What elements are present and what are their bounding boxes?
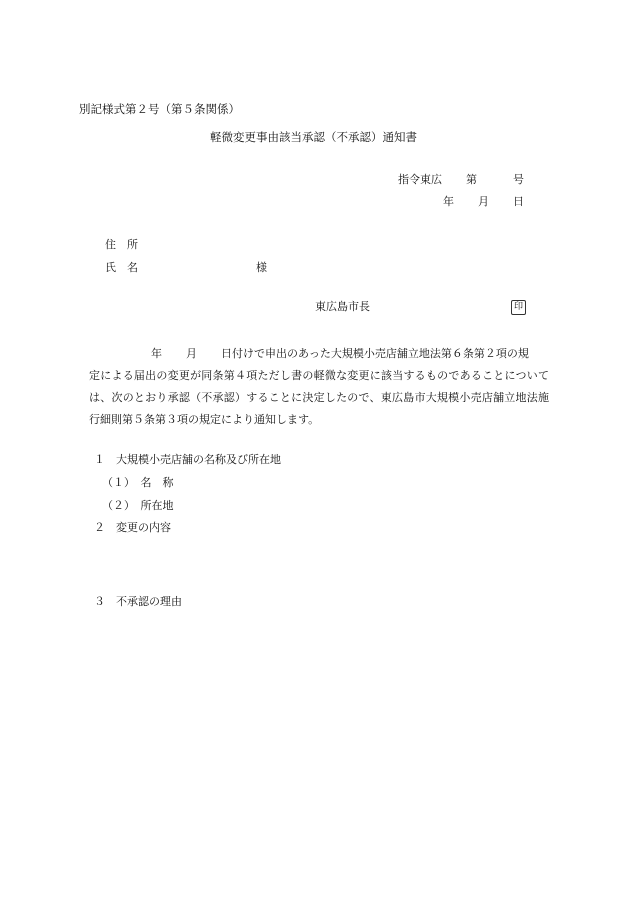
address-label: 住 所 xyxy=(105,238,138,251)
form-reference: 別記様式第２号（第５条関係） xyxy=(79,102,240,116)
date-year-label: 年 xyxy=(443,195,454,208)
reference-number-go: 号 xyxy=(513,173,524,186)
honorific: 様 xyxy=(256,261,267,274)
section-3-heading: ３ 不承認の理由 xyxy=(94,595,182,608)
date-day-label: 日 xyxy=(513,195,524,208)
body-date-year: 年 xyxy=(151,347,162,360)
reference-number-dai: 第 xyxy=(466,173,477,186)
date-month-label: 月 xyxy=(478,195,489,208)
body-date-month: 月 xyxy=(186,347,197,360)
body-text-rest: 定による届出の変更が同条第４項ただし書の軽微な変更に該当するものであることについては、次のとおり承認（不承認）することに決定したので、東広島市大規模小売店舗立地法施行細則第５条第３項の規定により通知します。 xyxy=(89,369,549,426)
reference-number-prefix: 指令東広 xyxy=(398,173,442,186)
section-1-heading: １ 大規模小売店舗の名称及び所在地 xyxy=(94,453,281,466)
seal-mark: 印 xyxy=(511,300,526,315)
section-1-1-name: （１） 名 称 xyxy=(102,476,174,489)
document-title: 軽微変更事由該当承認（不承認）通知書 xyxy=(210,130,417,144)
section-1-2-location: （２） 所在地 xyxy=(102,499,174,512)
name-label: 氏 名 xyxy=(105,261,138,274)
section-2-heading: ２ 変更の内容 xyxy=(94,521,171,534)
body-text-line1: 日付けで申出のあった大規模小売店舗立地法第６条第２項の規 xyxy=(221,347,529,360)
issuer-title: 東広島市長 xyxy=(315,300,370,313)
notice-body xyxy=(89,343,549,431)
